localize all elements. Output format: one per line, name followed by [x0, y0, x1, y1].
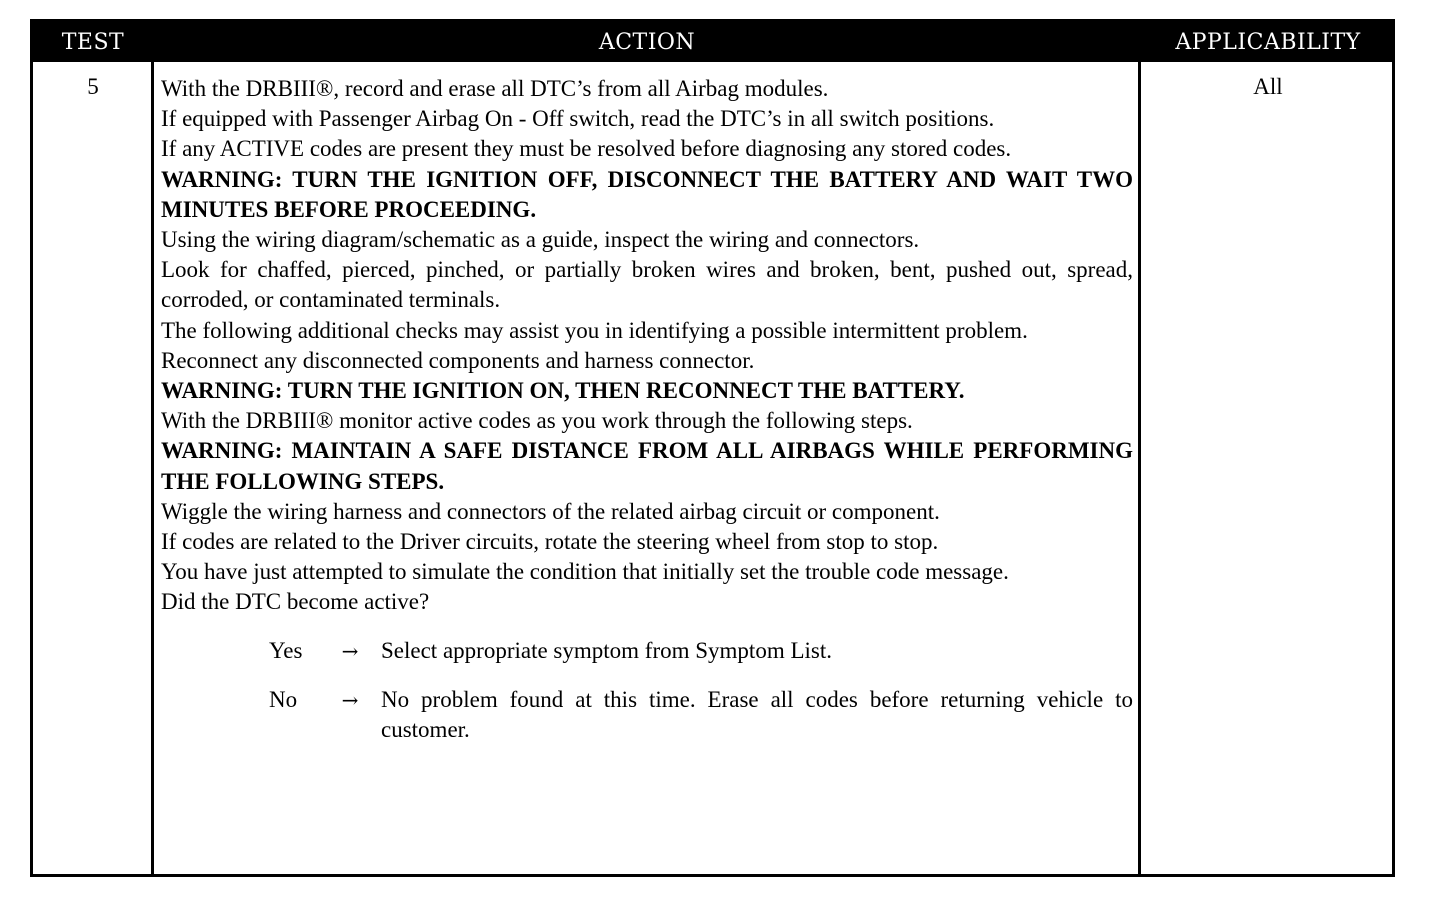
- header-action: ACTION: [598, 30, 696, 55]
- right-arrow-icon: →: [341, 687, 359, 712]
- warning-paragraph: WARNING: TURN THE IGNITION ON, THEN RECONNECT THE BATTERY.: [161, 378, 965, 404]
- answer-list: [161, 636, 1133, 746]
- action-paragraph: With the DRBIII®, record and erase all DTC’s from all Airbag modules.: [161, 76, 829, 101]
- applicability-value: All: [1253, 74, 1283, 99]
- column-divider-test-action: [151, 62, 154, 874]
- header-applicability: APPLICABILITY: [1175, 30, 1361, 55]
- action-paragraphs: [161, 74, 1133, 618]
- action-cell: [161, 74, 1133, 764]
- answer-text: Select appropriate symptom from Symptom List.: [381, 637, 832, 663]
- answer-key: No: [269, 686, 298, 712]
- answer-text: No problem found at this time. Erase all codes before returning vehicle to customer.: [381, 686, 1133, 743]
- action-paragraph: Reconnect any disconnected components and harness connector.: [161, 347, 755, 373]
- warning-paragraph: WARNING: TURN THE IGNITION OFF, DISCONNECT THE BATTERY AND WAIT TWO MINUTES BEFORE PROCEEDING.: [161, 166, 1133, 222]
- action-paragraph: With the DRBIII® monitor active codes as you work through the following steps.: [161, 408, 913, 434]
- action-paragraph: If equipped with Passenger Airbag On - Off switch, read the DTC’s in all switch positions.: [161, 106, 995, 132]
- answer-key: Yes: [269, 637, 303, 663]
- header-test: TEST: [61, 30, 125, 55]
- action-paragraph: Wiggle the wiring harness and connectors of the related airbag circuit or component.: [161, 498, 940, 524]
- action-paragraph: Did the DTC become active?: [161, 589, 430, 615]
- action-paragraph: If codes are related to the Driver circuits, rotate the steering wheel from stop to stop.: [161, 529, 939, 555]
- diagnostic-test-table: [30, 19, 1395, 877]
- answer-yes: [161, 636, 1133, 666]
- right-arrow-icon: →: [341, 638, 359, 663]
- action-paragraph: Look for chaffed, pierced, pinched, or partially broken wires and broken, bent, pushed out, spread, corroded, or contaminated terminals.: [161, 257, 1133, 313]
- action-paragraph: You have just attempted to simulate the condition that initially set the trouble code message.: [161, 559, 1009, 585]
- test-number: 5: [87, 74, 99, 99]
- column-divider-action-applicability: [1138, 62, 1141, 874]
- answer-no: [161, 685, 1133, 745]
- warning-paragraph: WARNING: MAINTAIN A SAFE DISTANCE FROM ALL AIRBAGS WHILE PERFORMING THE FOLLOWING STEPS.: [161, 438, 1133, 494]
- action-paragraph: If any ACTIVE codes are present they must be resolved before diagnosing any stored codes.: [161, 136, 1012, 162]
- action-paragraph: Using the wiring diagram/schematic as a guide, inspect the wiring and connectors.: [161, 227, 920, 253]
- table-header-row: [33, 22, 1392, 62]
- action-paragraph: The following additional checks may assist you in identifying a possible intermittent problem.: [161, 317, 1028, 343]
